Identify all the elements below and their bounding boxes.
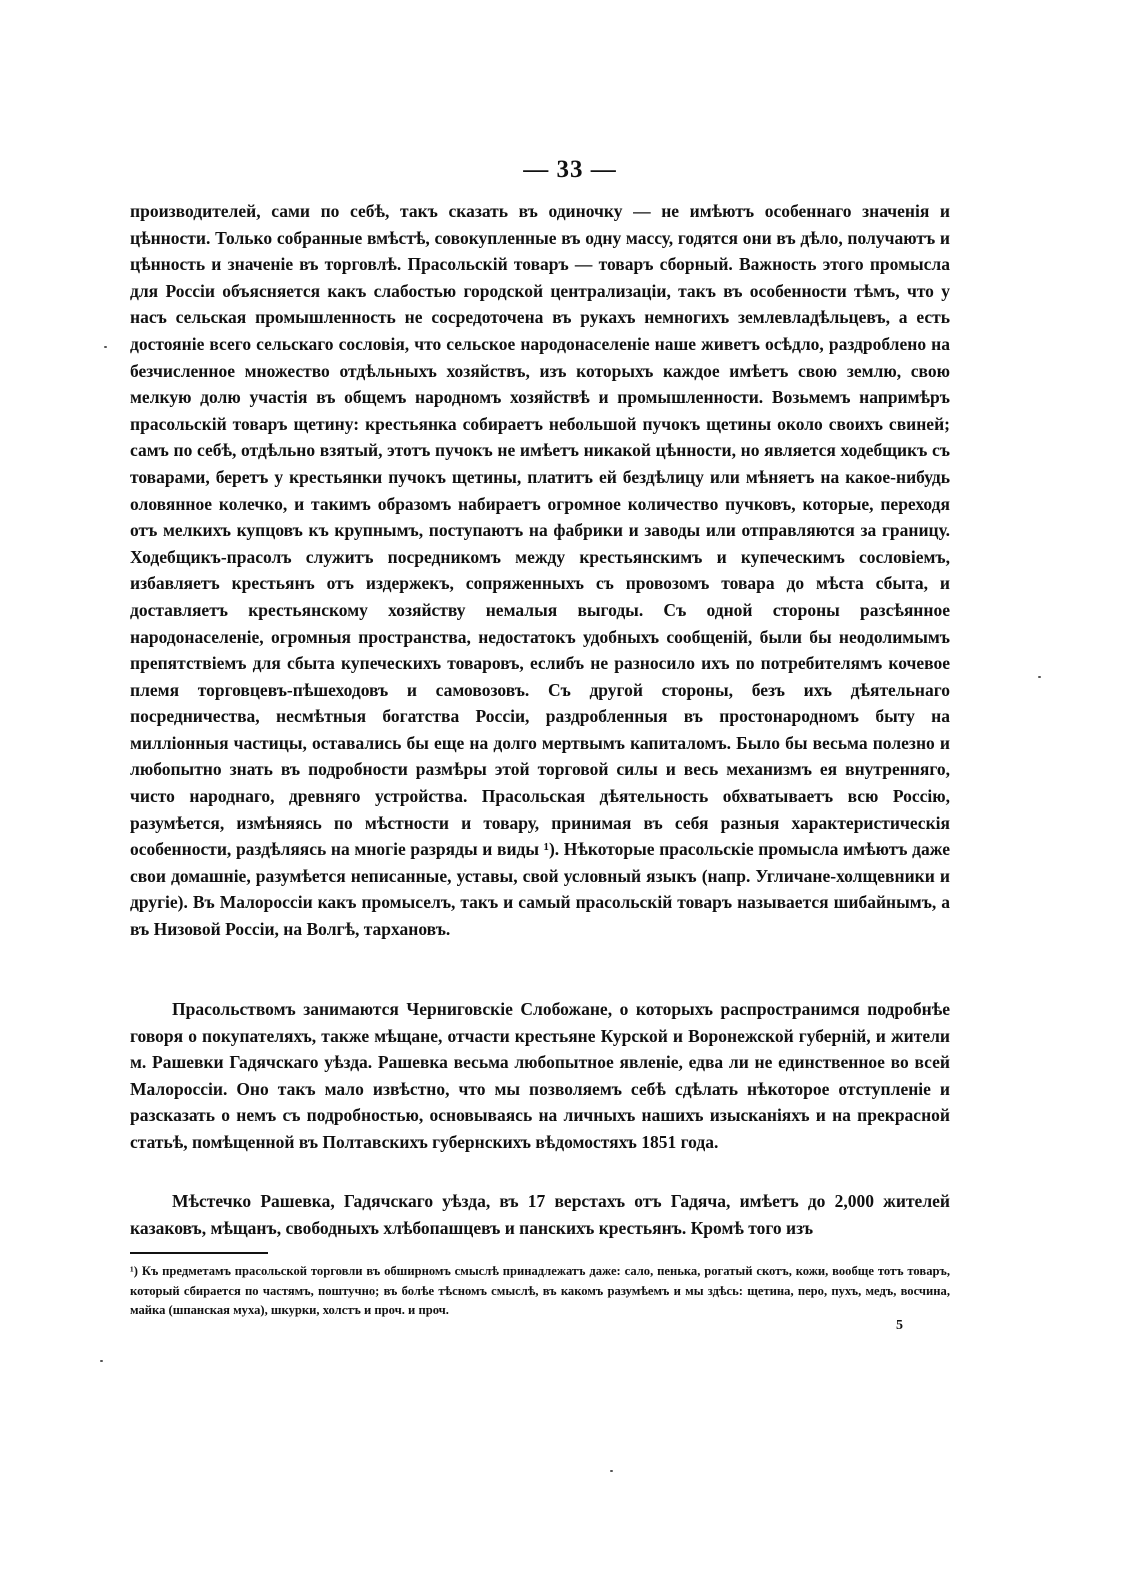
scan-speck — [100, 1360, 103, 1362]
scan-speck — [1038, 676, 1041, 678]
paragraph-text: Прасольствомъ занимаются Черниговскіе Слобожане, о которыхъ распространимся подробнѣе говоря о покупателяхъ, также мѣщане, отчасти крестьяне Курской и Воронежской губерній, и жители м. Рашевки Гадячскаго уѣзда. Рашевка весьма любопытное явленіе, едва ли не единственное во всей Малороссіи. Оно такъ мало извѣстно, что мы позволяемъ себѣ сдѣлать нѣкоторое отступленіе и разсказать о немъ съ подробностью, основываясь на личныхъ нашихъ изысканіяхъ и на прекрасной статьѣ, помѣщенной въ Полтавскихъ губернскихъ вѣдомостяхъ 1851 года. — [130, 999, 950, 1152]
paragraph-text: Мѣстечко Рашевка, Гадячскаго уѣзда, въ 17 верстахъ отъ Гадяча, имѣетъ до 2,000 жителей казаковъ, мѣщанъ, свободныхъ хлѣбопашцевъ и панскихъ крестьянъ. Кромѣ того изъ — [130, 1191, 950, 1238]
footnote-divider — [130, 1252, 268, 1254]
scan-speck — [610, 1470, 613, 1472]
body-paragraph-3 — [130, 1188, 950, 1241]
body-paragraph-1 — [130, 198, 950, 943]
page-number: — 33 — — [523, 156, 617, 183]
body-paragraph-2 — [130, 996, 950, 1156]
scan-speck — [104, 346, 107, 348]
paragraph-text: производителей, сами по себѣ, такъ сказать въ одиночку — не имѣютъ особеннаго значенія и цѣнности. Только собранные вмѣстѣ, совокупленные въ одну массу, годятся они въ дѣло, получаютъ и цѣнность и значеніе въ торговлѣ. Прасольскій товаръ — товаръ сборный. Важность этого промысла для Россіи объясняется какъ слабостью городской централизаціи, такъ въ особенности тѣмъ, что у насъ сельская промышленность не сосредоточена въ рукахъ немногихъ землевладѣльцевъ, а есть достояніе всего сельскаго сословія, что сельское народонаселеніе наше живетъ осѣдло, раздроблено на безчисленное множество отдѣльныхъ хозяйствъ, изъ которыхъ каждое имѣетъ свою землю, свою мелкую долю участія въ общемъ народномъ хозяйствѣ и промышленности. Возьмемъ напримѣръ прасольскій товаръ щетину: крестьянка собираетъ небольшой пучокъ щетины около своихъ свиней; самъ по себѣ, отдѣльно взятый, этотъ пучокъ не имѣетъ никакой цѣнности, но является ходебщикъ съ товарами, беретъ у крестьянки пучокъ щетины, платитъ ей бездѣлицу или мѣняетъ на какое-нибудь оловянное колечко, и такимъ образомъ набираетъ огромное количество пучковъ, которые, переходя отъ мелкихъ купцовъ къ крупнымъ, поступаютъ на фабрики и заводы или отправляются за границу. Ходебщикъ-прасолъ служитъ посредникомъ между крестьянскимъ и купеческимъ сословіемъ, избавляетъ крестьянъ отъ издержекъ, сопряженныхъ съ провозомъ товара до мѣста сбыта, и доставляетъ крестьянскому хозяйству немалыя выгоды. Съ одной стороны разсѣянное народонаселеніе, огромныя пространства, недостатокъ удобныхъ сообщеній, были бы неодолимымъ препятствіемъ для сбыта купеческихъ товаровъ, еслибъ не разносило ихъ по потребителямъ кочевое племя торговцевъ-пѣшеходовъ и самовозовъ. Съ другой стороны, безъ ихъ дѣятельнаго посредничества, несмѣтныя богатства Россіи, раздробленныя въ простонародномъ быту на милліонныя частицы, оставались бы еще на долго мертвымъ капиталомъ. Было бы весьма полезно и любопытно знать въ подробности размѣры этой торговой силы и весь механизмъ ея внутренняго, чисто народнаго, древняго устройства. Прасольская дѣятельность обхватываетъ всю Россію, разумѣется, измѣняясь по мѣстности и товару, принимая въ себя разныя характеристическія особенности, раздѣляясь на многіе разряды и виды ¹). Нѣкоторые прасольскіе промысла имѣютъ даже свои домашніе, разумѣется неписанные, уставы, свой условный языкъ (напр. Угличане-холщевники и другіе). Въ Малороссіи какъ промыселъ, такъ и самый прасольскій товаръ называется шибайнымъ, а въ Низовой Россіи, на Волгѣ, тархановъ. — [130, 201, 950, 940]
footnote: ¹) Къ предметамъ прасольской торговли въ обширномъ смыслѣ принадлежатъ даже: сало, пенька, рогатый скотъ, кожи, вообще тотъ товаръ, который сбирается по частямъ, поштучно; въ болѣе тѣсномъ смыслѣ, въ какомъ разумѣемъ и мы здѣсь: щетина, перо, пухъ, медъ, восчина, майка (шпанская муха), шкурки, холстъ и проч. и проч. — [130, 1264, 950, 1317]
printer-signature-mark: 5 — [896, 1318, 903, 1333]
